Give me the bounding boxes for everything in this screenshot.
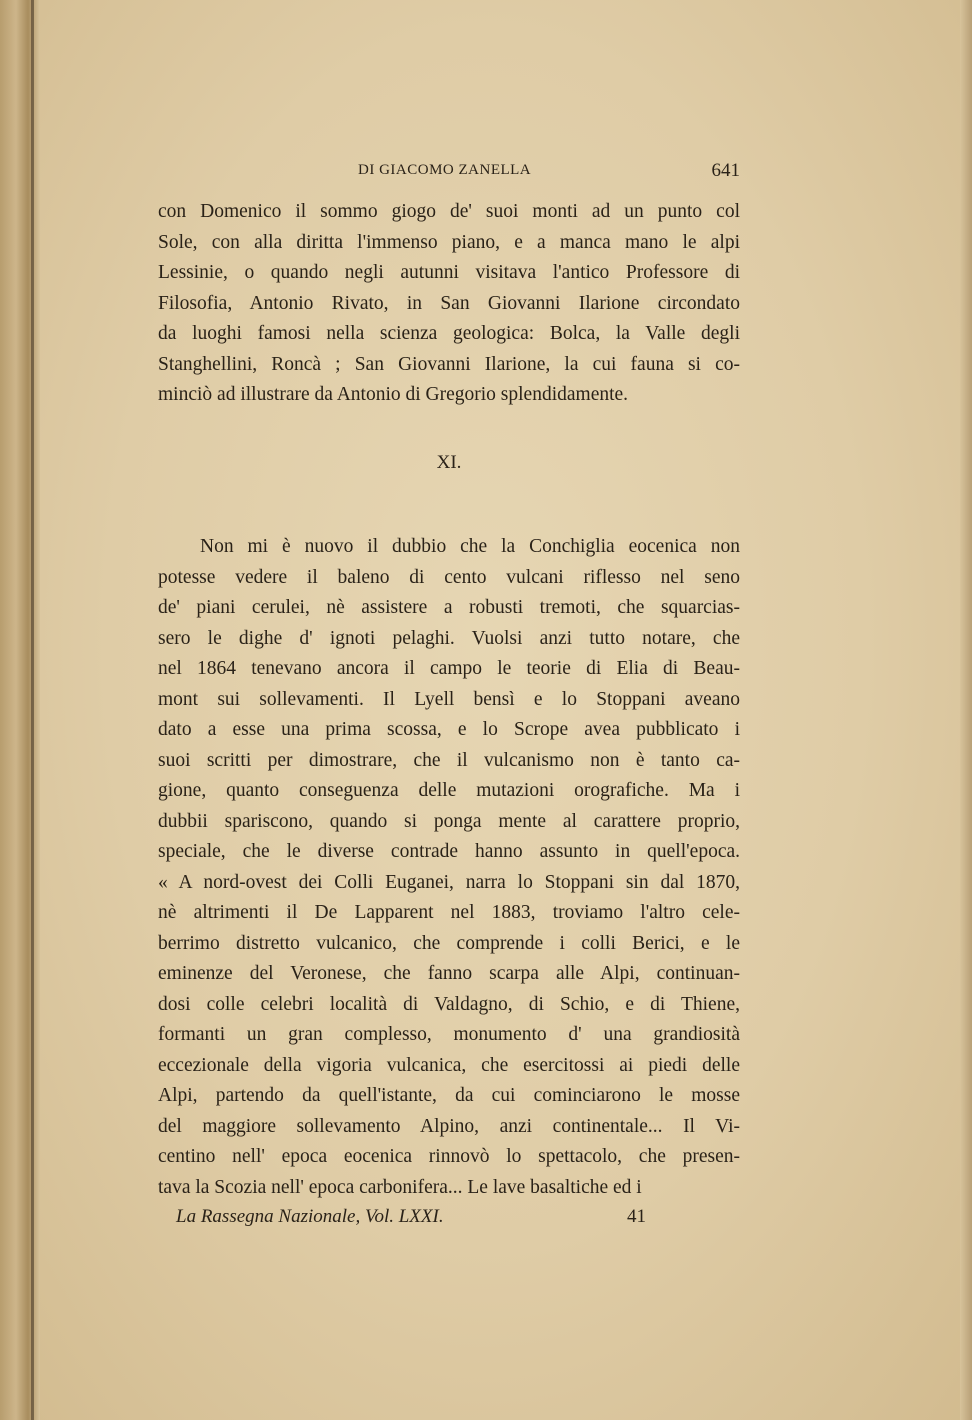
- text-line: dubbii spariscono, quando si ponga mente al carattere proprio,: [158, 810, 740, 832]
- text-line: nè altrimenti il De Lapparent nel 1883, troviamo l'altro cele-: [158, 902, 740, 923]
- text-line: Lessinie, o quando negli autunni visitava l'antico Professore di: [158, 262, 740, 283]
- page-footer: [176, 1206, 656, 1228]
- text-line: con Domenico il sommo giogo de' suoi monti ad un punto col: [158, 201, 740, 222]
- text-line: Alpi, partendo da quell'istante, da cui cominciarono le mosse: [158, 1085, 740, 1106]
- page-number: 641: [711, 160, 740, 181]
- text-line: suoi scritti per dimostrare, che il vulcanismo non è tanto ca-: [158, 749, 740, 771]
- text-line: potesse vedere il baleno di cento vulcani riflesso nel seno: [158, 566, 740, 588]
- journal-title: La Rassegna Nazionale, Vol. LXXI.: [176, 1206, 444, 1227]
- text-line: de' piani cerulei, nè assistere a robusti tremoti, che squarcias-: [158, 597, 740, 618]
- text-line: Filosofia, Antonio Rivato, in San Giovanni Ilarione circondato: [158, 292, 740, 314]
- spine-edge: [31, 0, 34, 1420]
- page-edge: [960, 0, 972, 1420]
- text-line: eminenze del Veronese, che fanno scarpa alle Alpi, continuan-: [158, 963, 740, 984]
- text-line: berrimo distretto vulcanico, che comprende i colli Berici, e le: [158, 932, 740, 954]
- paragraph-2: [158, 532, 740, 1203]
- paragraph-1: [158, 197, 740, 411]
- text-line: del maggiore sollevamento Alpino, anzi continentale... Il Vi-: [158, 1115, 740, 1137]
- text-line: Non mi è nuovo il dubbio che la Conchiglia eocenica non: [200, 536, 740, 557]
- section-heading: XI.: [436, 452, 462, 473]
- text-line: minciò ad illustrare da Antonio di Gregorio splendidamente.: [158, 384, 629, 405]
- text-line: gione, quanto conseguenza delle mutazioni orografiche. Ma i: [158, 780, 740, 801]
- text-line: centino nell' epoca eocenica rinnovò lo spettacolo, che presen-: [158, 1146, 740, 1167]
- text-line: eccezionale della vigoria vulcanica, che esercitossi ai piedi delle: [158, 1054, 740, 1076]
- text-line: tava la Scozia nell' epoca carbonifera... Le lave basaltiche ed i: [158, 1176, 642, 1198]
- text-line: formanti un gran complesso, monumento d' una grandiosità: [158, 1024, 740, 1045]
- text-line: Stanghellini, Roncà ; San Giovanni Ilarione, la cui fauna si co-: [158, 353, 740, 375]
- text-line: nel 1864 tenevano ancora il campo le teorie di Elia di Beau-: [158, 658, 740, 679]
- running-title: DI GIACOMO ZANELLA: [358, 162, 532, 178]
- text-line: sero le dighe d' ignoti pelaghi. Vuolsi anzi tutto notare, che: [158, 627, 740, 649]
- text-line: speciale, che le diverse contrade hanno assunto in quell'epoca.: [158, 841, 740, 862]
- running-header: [158, 160, 740, 184]
- text-line: dato a esse una prima scossa, e lo Scrope avea pubblicato i: [158, 719, 740, 740]
- signature-mark: 41: [627, 1206, 646, 1227]
- text-line: « A nord-ovest dei Colli Euganei, narra lo Stoppani sin dal 1870,: [158, 871, 740, 893]
- text-line: dosi colle celebri località di Valdagno, di Schio, e di Thiene,: [158, 993, 740, 1015]
- text-line: Sole, con alla diritta l'immenso piano, e a manca mano le alpi: [158, 231, 740, 253]
- text-line: mont sui sollevamenti. Il Lyell bensì e lo Stoppani aveano: [158, 688, 740, 710]
- book-gutter: [0, 0, 40, 1420]
- text-line: da luoghi famosi nella scienza geologica: Bolca, la Valle degli: [158, 323, 740, 344]
